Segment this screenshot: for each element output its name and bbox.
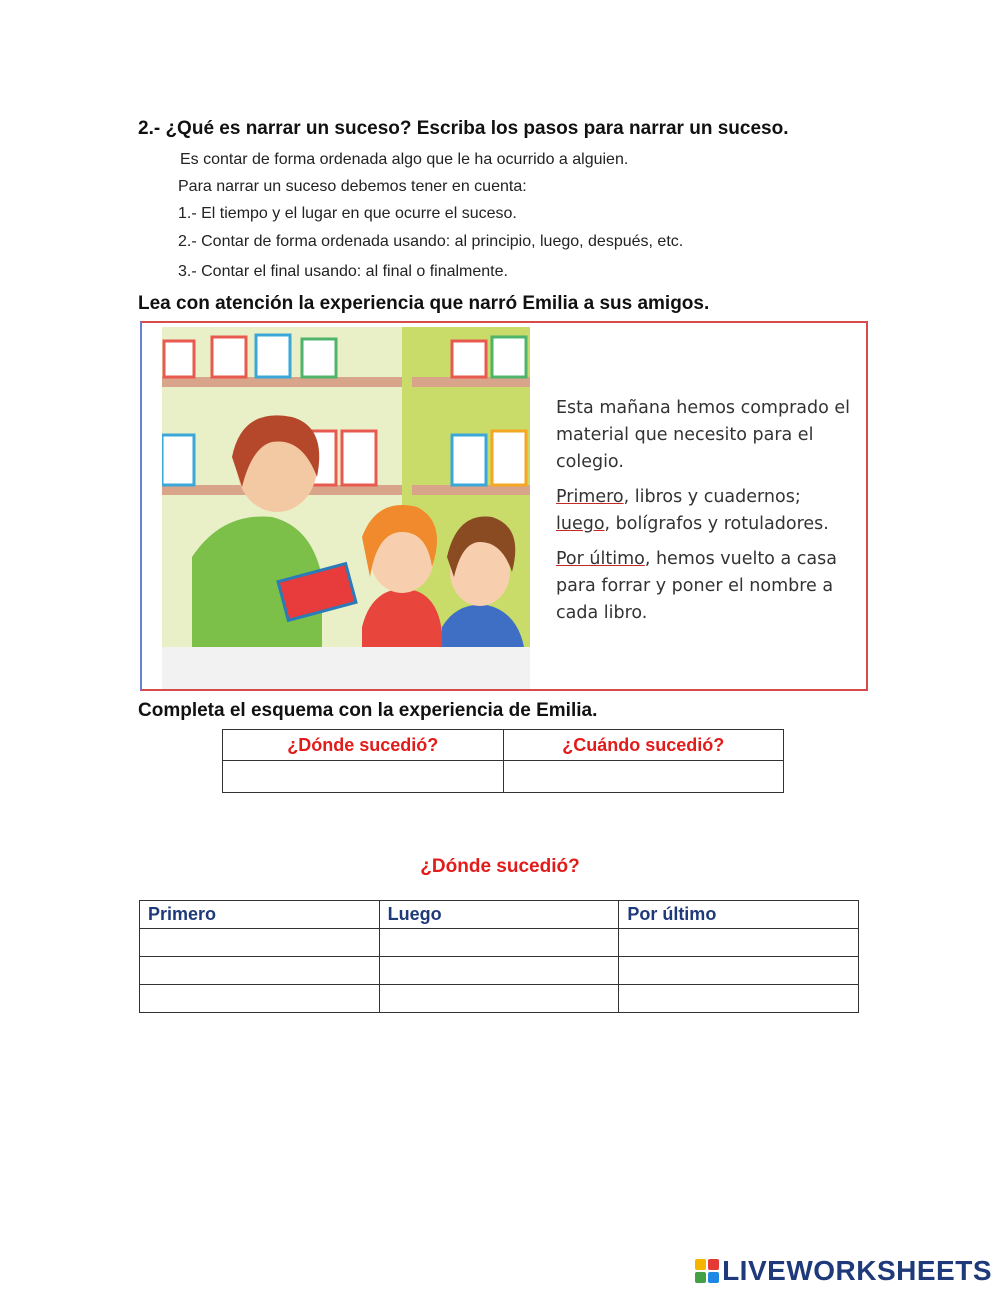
logo-mark-icon [695,1259,719,1283]
where-when-table [222,729,784,793]
when-answer-cell[interactable] [503,761,784,793]
answer-cell[interactable] [379,957,619,985]
sequence-title: ¿Dónde sucedió? [420,856,580,877]
answer-cell[interactable] [619,929,859,957]
answer-cell[interactable] [140,929,380,957]
question-title: 2.- ¿Qué es narrar un suceso? Escriba los pasos para narrar un suceso. [138,118,789,139]
answer-line-2: Para narrar un suceso debemos tener en cuenta: [178,178,527,195]
answer-line-5: 3.- Contar el final usando: al final o finalmente. [178,263,508,280]
word-luego: luego [556,514,605,534]
story-text [556,395,856,635]
bookstore-illustration [162,327,530,689]
answer-cell[interactable] [140,985,380,1013]
header-por-ultimo: Por último [619,901,859,929]
header-luego: Luego [379,901,619,929]
answer-line-4: 2.- Contar de forma ordenada usando: al principio, luego, después, etc. [178,233,684,250]
header-primero: Primero [140,901,380,929]
where-answer-cell[interactable] [223,761,504,793]
when-header: ¿Cuándo sucedió? [503,730,784,761]
logo-text: LIVEWORKSHEETS [722,1255,992,1286]
sequence-table [139,900,859,1013]
reading-heading: Lea con atención la experiencia que narró Emilia a sus amigos. [138,293,710,314]
answer-line-1: Es contar de forma ordenada algo que le ha ocurrido a alguien. [180,151,629,168]
story-fragment: , hemos vuelto a casa para forrar y poner el nombre a cada libro. [556,549,837,623]
story-paragraph-2 [556,484,856,538]
answer-cell[interactable] [619,957,859,985]
where-header: ¿Dónde sucedió? [223,730,504,761]
answer-cell[interactable] [379,929,619,957]
scheme-heading: Completa el esquema con la experiencia de Emilia. [138,700,598,721]
story-box [140,321,868,691]
story-fragment: , bolígrafos y rotuladores. [604,514,829,534]
story-paragraph-3 [556,546,856,627]
liveworksheets-logo [695,1255,992,1287]
answer-cell[interactable] [619,985,859,1013]
story-paragraph-1: Esta mañana hemos comprado el material que necesito para el colegio. [556,398,850,472]
story-fragment: , libros y cuadernos; [623,487,801,507]
answer-cell[interactable] [379,985,619,1013]
word-primero: Primero [556,487,624,507]
answer-line-3: 1.- El tiempo y el lugar en que ocurre el suceso. [178,205,517,222]
answer-cell[interactable] [140,957,380,985]
word-por-ultimo: Por último [556,549,645,569]
